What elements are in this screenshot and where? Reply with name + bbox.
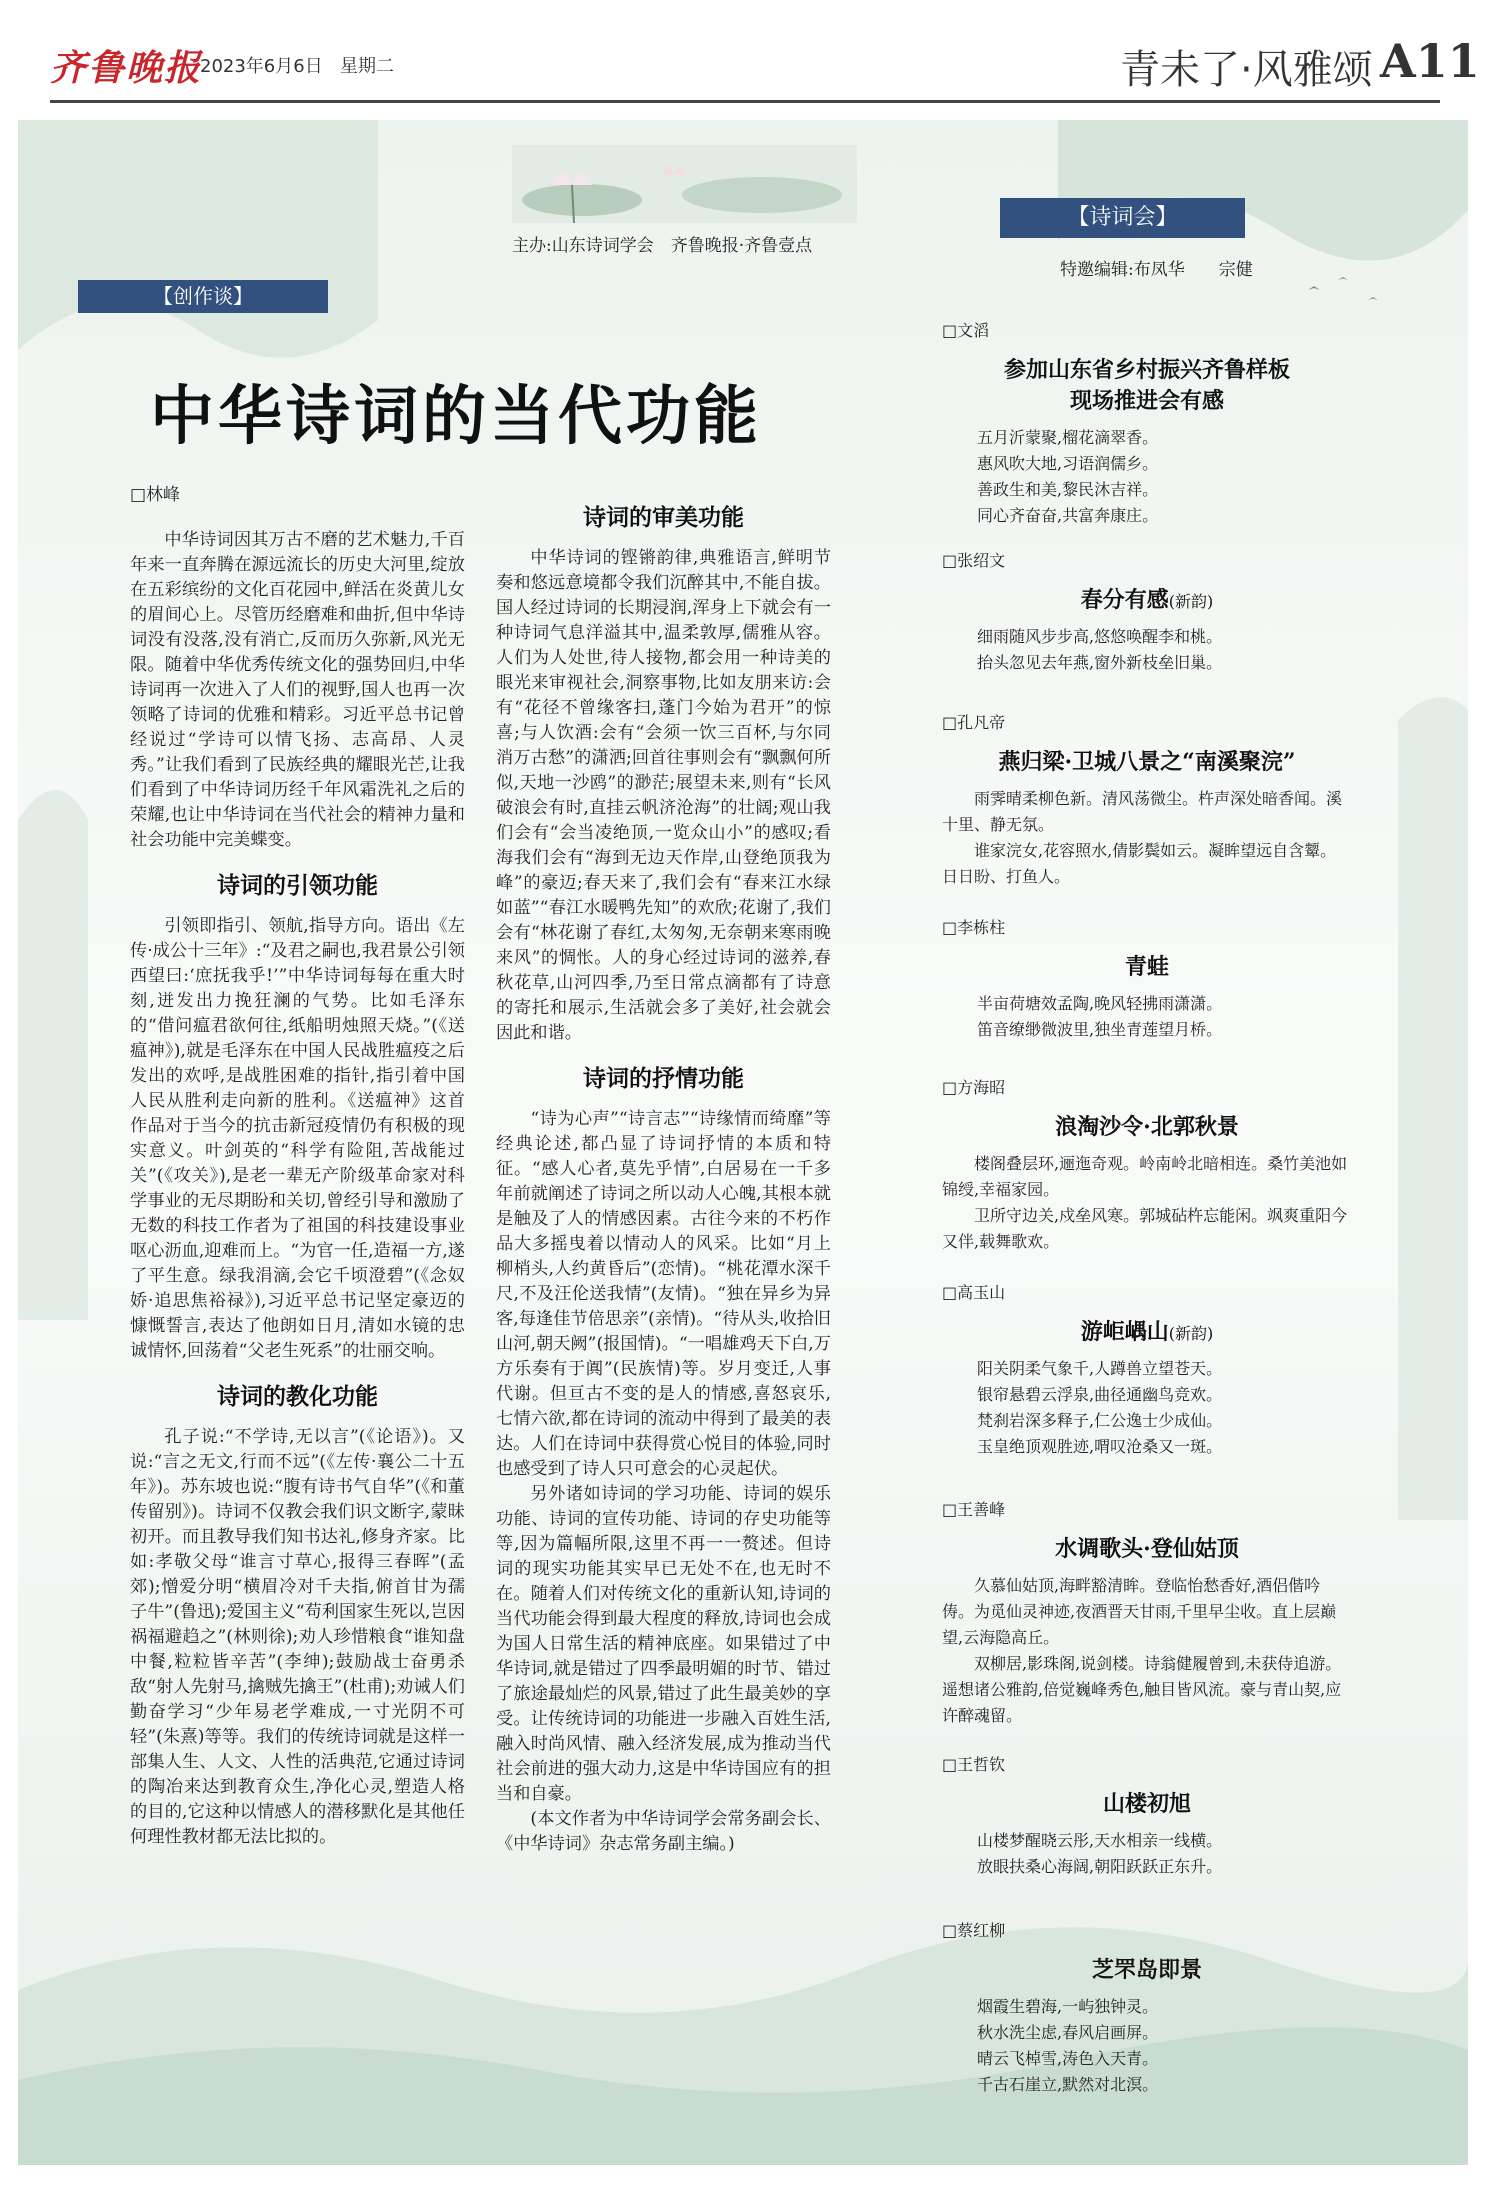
poem-block bbox=[942, 1497, 1352, 1729]
poem-line: 双柳居,影珠阁,说剑楼。诗翁健履曾到,未获侍追游。遥想诸公雅韵,倍觉巍峰秀色,触目皆风流。豪与青山契,应许醉魂留。 bbox=[942, 1654, 1342, 1725]
poem-block bbox=[942, 710, 1352, 890]
poem-line: 善政生和美,黎民沐吉祥。 bbox=[977, 480, 1159, 499]
issue-date: 2023年6月6日 bbox=[200, 56, 323, 77]
poem-lines bbox=[942, 1151, 1352, 1255]
poem-line: 抬头忽见去年燕,窗外新枝垒旧巢。 bbox=[977, 653, 1223, 672]
issue-weekday: 星期二 bbox=[340, 56, 394, 77]
sponsor-banner bbox=[512, 145, 857, 260]
article-author: □林峰 bbox=[130, 485, 181, 505]
poem-block bbox=[942, 318, 1352, 529]
poem-title-suffix: (新韵) bbox=[1168, 1324, 1214, 1343]
paragraph: “诗为心声”“诗言志”“诗缘情而绮靡”等经典论述,都凸显了诗词抒情的本质和特征。“感人心者,莫先乎情”,白居易在一千多年前就阐述了诗词之所以动人心魄,其根本就是触及了人的情感因素。古往今来的不朽作品大多摇曳着以情动人的风采。比如“月上柳梢头,人约黄昏后”(恋情)。“桃花潭水深千尺,不及汪伦送我情”(友情)。“独在异乡为异客,每逢佳节倍思亲”(亲情)。“待从头,收拾旧山河,朝天阙”(报国情)。“一唱雄鸡天下白,万方乐奏有于阗”(民族情)等。岁月变迁,人事代谢。但亘古不变的是人的情感,喜怒哀乐,七情六欲,都在诗词的流动中得到了最美的表达。人们在诗词中获得赏心悦目的体验,同时也感受到了诗人只可意会的心灵起伏。 bbox=[496, 1109, 831, 1479]
poem-title-line: 燕归梁·卫城八景之“南溪聚浣” bbox=[998, 749, 1296, 775]
masthead bbox=[0, 0, 1487, 100]
poem-author: □王善峰 bbox=[942, 1500, 1006, 1519]
subheading: 诗词的引领功能 bbox=[217, 872, 378, 899]
poem-title-line: 参加山东省乡村振兴齐鲁样板 bbox=[1003, 357, 1290, 383]
newspaper-logo: 齐鲁晚报 bbox=[50, 47, 203, 89]
poem-author: □方海昭 bbox=[942, 1078, 1006, 1097]
subheading: 诗词的审美功能 bbox=[583, 504, 744, 531]
poem-line: 雨霁晴柔柳色新。清风荡微尘。杵声深处暗香闻。溪十里、静无氛。 bbox=[942, 789, 1343, 834]
poem-line: 放眼扶桑心海阔,朝阳跃跃正东升。 bbox=[977, 1857, 1223, 1876]
paragraph: 引领即指引、领航,指导方向。语出《左传·成公十三年》:“及君之嗣也,我君景公引领西望曰:‘庶抚我乎!’”中华诗词每每在重大时刻,迸发出力挽狂澜的气势。比如毛泽东的“借问瘟君欲何往,纸船明烛照天烧。”(《送瘟神》),就是毛泽东在中国人民战胜瘟疫之后发出的欢呼,是战胜困难的指针,指引着中国人民从胜利走向新的胜利。《送瘟神》这首作品对于当今的抗击新冠疫情仍有积极的现实意义。叶剑英的“科学有险阻,苦战能过关”(《攻关》),是老一辈无产阶级革命家对科学事业的无尽期盼和关切,曾经引导和激励了无数的科技工作者为了祖国的科技建设事业呕心沥血,迎难而上。“为官一任,造福一方,遂了平生意。绿我涓滴,会它千顷澄碧”(《念奴娇·追思焦裕禄》),习近平总书记坚定豪迈的慷慨誓言,表达了他朗如日月,清如水镜的忠诚情怀,回荡着“父老生死系”的壮丽交响。 bbox=[130, 916, 465, 1361]
poem-author: □李栋柱 bbox=[942, 918, 1006, 937]
poem-title-line: 青蛙 bbox=[1124, 954, 1169, 980]
poem-block bbox=[942, 1918, 1352, 2098]
poem-block bbox=[942, 1752, 1352, 1880]
paragraph: 中华诗词的铿锵韵律,典雅语言,鲜明节奏和悠远意境都令我们沉醉其中,不能自拔。国人经过诗词的长期浸润,浑身上下就会有一种诗词气息洋溢其中,温柔敦厚,儒雅从容。人们为人处世,待人接物,都会用一种诗美的眼光来审视社会,洞察事物,比如友朋来访:会有“花径不曾缘客扫,蓬门今始为君开”的惊喜;与人饮酒:会有“会须一饮三百杯,与尔同消万古愁”的潇洒;回首往事则会有“飘飘何所似,天地一沙鸥”的渺茫;展望未来,则有“长风破浪会有时,直挂云帆济沧海”的壮阔;观山我们会有“会当凌绝顶,一览众山小”的感叹;看海我们会有“海到无边天作岸,山登绝顶我为峰”的豪迈;春天来了,我们会有“春来江水绿如蓝”“春江水暖鸭先知”的欢欣;花谢了,我们会有“林花谢了春红,太匆匆,无奈朝来寒雨晚来风”的惆怅。人的身心经过诗词的滋养,春秋花草,山河四季,乃至日常点滴都有了诗意的寄托和展示,生活就会多了美好,社会就会因此和谐。 bbox=[496, 548, 831, 1043]
poem-line: 银帘悬碧云浮泉,曲径通幽鸟竞欢。 bbox=[977, 1385, 1223, 1404]
poem-title bbox=[942, 950, 1352, 981]
poem-title bbox=[942, 1953, 1352, 1984]
poem-title-line: 山楼初旭 bbox=[1102, 1791, 1191, 1817]
subheading: 诗词的抒情功能 bbox=[583, 1065, 744, 1092]
poem-title-line: 芝罘岛即景 bbox=[1091, 1957, 1202, 1983]
poem-line: 同心齐奋奋,共富奔康庄。 bbox=[977, 506, 1159, 525]
poem-line: 玉皇绝顶观胜迹,喟叹沧桑又一斑。 bbox=[977, 1437, 1223, 1456]
poem-block bbox=[942, 1075, 1352, 1255]
paragraph: 中华诗词因其万古不磨的艺术魅力,千百年来一直奔腾在源远流长的历史大河里,绽放在五彩缤纷的文化百花园中,鲜活在炎黄儿女的眉间心上。尽管历经磨难和曲折,但中华诗词没有没落,没有消亡,反而历久弥新,风光无限。随着中华优秀传统文化的强势回归,中华诗词再一次进入了人们的视野,国人也再一次领略了诗词的优雅和精彩。习近平总书记曾经说过“学诗可以情飞扬、志高昂、人灵秀。”让我们看到了民族经典的耀眼光芒,让我们看到了中华诗词历经千年风霜洗礼之后的荣耀,也让中华诗词在当代社会的精神力量和社会功能中完美蝶变。 bbox=[130, 530, 465, 850]
poem-line: 梵刹岩深多释子,仁公逸士少成仙。 bbox=[977, 1411, 1223, 1430]
poem-lines bbox=[942, 624, 1352, 676]
poem-lines bbox=[942, 1356, 1352, 1460]
poem-line: 细雨随风步步高,悠悠唤醒李和桃。 bbox=[977, 627, 1223, 646]
author-note: (本文作者为中华诗词学会常务副会长、《中华诗词》杂志常务副主编。) bbox=[496, 1809, 831, 1854]
column-tag-creation: 【创作谈】 bbox=[78, 280, 328, 313]
poem-lines bbox=[942, 1994, 1352, 2098]
poem-title bbox=[942, 353, 1352, 415]
poem-lines bbox=[942, 1828, 1352, 1880]
poem-title-line: 浪淘沙令·北郭秋景 bbox=[1055, 1114, 1239, 1140]
poem-block bbox=[942, 548, 1352, 676]
paragraph: 另外诸如诗词的学习功能、诗词的娱乐功能、诗词的宣传功能、诗词的存史功能等等,因为篇幅所限,这里不再一一赘述。但诗词的现实功能其实早已无处不在,也无时不在。随着人们对传统文化的重新认知,诗词的当代功能会得到最大程度的释放,诗词也会成为国人日常生活的精神底座。如果错过了中华诗词,就是错过了四季最明媚的时节、错过了旅途最灿烂的风景,错过了此生最美妙的享受。让传统诗词的功能进一步融入百姓生活,融入时尚风情、融入经济发展,成为推动当代社会前进的强大动力,这是中华诗国应有的担当和自豪。 bbox=[496, 1484, 831, 1804]
poem-title-suffix: (新韵) bbox=[1168, 592, 1214, 611]
lotus-pond-illustration bbox=[512, 145, 857, 223]
poem-title-line: 水调歌头·登仙姑顶 bbox=[1055, 1536, 1239, 1562]
poem-author: □高玉山 bbox=[942, 1283, 1006, 1302]
poem-lines bbox=[942, 991, 1352, 1043]
poem-title-line: 游岠嵎山 bbox=[1080, 1319, 1169, 1345]
poem-line: 千古石崖立,默然对北溟。 bbox=[977, 2075, 1159, 2094]
poem-line: 惠风吹大地,习语润儒乡。 bbox=[977, 454, 1159, 473]
poem-line: 秋水洗尘虑,春风启画屏。 bbox=[977, 2023, 1159, 2042]
poem-lines bbox=[942, 425, 1352, 529]
poem-line: 卫所守边关,戍垒风寒。郭城砧杵忘能闲。飒爽重阳今又伴,载舞歌欢。 bbox=[942, 1206, 1348, 1251]
poem-lines bbox=[942, 1573, 1352, 1729]
article-title: 中华诗词的当代功能 bbox=[150, 379, 762, 454]
poem-author: □蔡红柳 bbox=[942, 1921, 1006, 1940]
poem-title-line: 春分有感 bbox=[1080, 587, 1169, 613]
poem-author: □王哲钦 bbox=[942, 1755, 1006, 1774]
masthead-rule bbox=[50, 100, 1440, 103]
poem-title bbox=[942, 745, 1352, 776]
poem-line: 五月沂蒙聚,榴花滴翠香。 bbox=[977, 428, 1159, 447]
subheading: 诗词的教化功能 bbox=[217, 1383, 378, 1410]
poem-title-line: 现场推进会有感 bbox=[1069, 388, 1224, 414]
poem-line: 山楼梦醒晓云彤,天水相亲一线横。 bbox=[977, 1831, 1223, 1850]
poem-author: □孔凡帝 bbox=[942, 713, 1006, 732]
poem-line: 半亩荷塘效孟陶,晚风轻拂雨潇潇。 bbox=[977, 994, 1223, 1013]
poem-line: 久慕仙姑顶,海畔豁清眸。登临怡愁香好,酒侣偕吟俦。为觅仙灵神迹,夜酒晋天甘雨,千里早尘收。直上层巅望,云海隐高丘。 bbox=[942, 1576, 1337, 1647]
poem-line: 阳关阴柔气象千,人蹲兽立望苍天。 bbox=[977, 1359, 1223, 1378]
poem-line: 烟霞生碧海,一屿独钟灵。 bbox=[977, 1997, 1159, 2016]
paragraph: 孔子说:“不学诗,无以言”(《论语》)。又说:“言之无文,行而不远”(《左传·襄公二十五年》)。苏东坡也说:“腹有诗书气自华”(《和董传留别》)。诗词不仅教会我们识文断字,蒙昧初开。而且教导我们知书达礼,修身齐家。比如:孝敬父母“谁言寸草心,报得三春晖”(孟郊);憎爱分明“横眉冷对千夫指,俯首甘为孺子牛”(鲁迅);爱国主义“苟利国家生死以,岂因祸福避趋之”(林则徐);劝人珍惜粮食“谁知盘中餐,粒粒皆辛苦”(李绅);鼓励战士奋勇杀敌“射人先射马,擒贼先擒王”(杜甫);劝诫人们勤奋学习“少年易老学难成,一寸光阴不可轻”(朱熹)等等。我们的传统诗词就是这样一部集人生、人文、人性的活典范,它通过诗词的陶冶来达到教育众生,净化心灵,塑造人格的目的,它这种以情感人的潜移默化是其他任何理性教材都无法比拟的。 bbox=[130, 1427, 465, 1847]
article-column-1 bbox=[130, 528, 465, 1850]
sponsor-text: 主办:山东诗词学会 齐鲁晚报·齐鲁壹点 bbox=[512, 236, 813, 256]
poem-line: 谁家浣女,花容照水,倩影鬓如云。凝眸望远自含颦。日日盼、打鱼人。 bbox=[942, 841, 1337, 886]
section-title: 青未了·风雅颂 bbox=[1120, 47, 1373, 93]
poem-line: 楼阁叠层环,逦迤奇观。岭南岭北暗相连。桑竹美池如锦绶,幸福家园。 bbox=[942, 1154, 1348, 1199]
poem-title bbox=[942, 1532, 1352, 1563]
column-tag-poetry: 【诗词会】 bbox=[1000, 198, 1245, 238]
page-number: A11 bbox=[1380, 34, 1480, 88]
poem-block bbox=[942, 915, 1352, 1043]
article-column-2 bbox=[496, 505, 831, 1857]
poem-title bbox=[942, 583, 1352, 614]
poem-line: 晴云飞棹雪,涛色入天青。 bbox=[977, 2049, 1159, 2068]
poem-block bbox=[942, 1280, 1352, 1460]
poem-title bbox=[942, 1315, 1352, 1346]
poem-lines bbox=[942, 786, 1352, 890]
poem-line: 笛音缭缈微波里,独坐青莲望月桥。 bbox=[977, 1020, 1223, 1039]
poem-author: □文滔 bbox=[942, 321, 990, 340]
poem-author: □张绍文 bbox=[942, 551, 1006, 570]
guest-editors: 特邀编辑:布凤华 宗健 bbox=[1060, 260, 1253, 280]
poem-title bbox=[942, 1787, 1352, 1818]
poem-title bbox=[942, 1110, 1352, 1141]
